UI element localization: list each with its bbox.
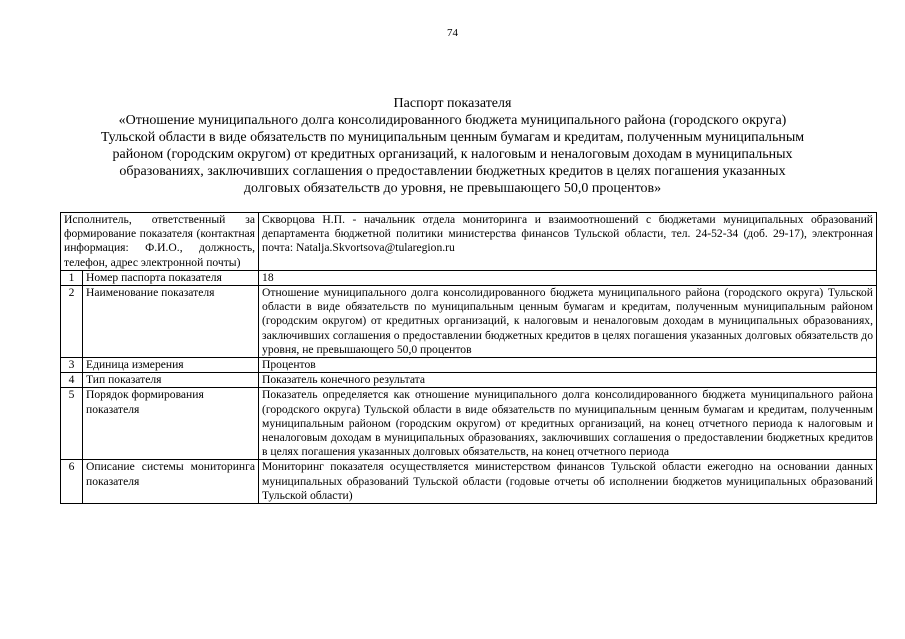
table-row [61, 286, 877, 358]
passport-heading [60, 95, 845, 197]
row-label: Описание системы мониторинга показателя [83, 460, 259, 504]
row-value: Показатель определяется как отношение муниципального долга консолидированного бюджета муниципального района (городского округа) Тульской области в виде обязательств по муниципальным ценным бумагам и кредитам, полученным муниципальным районом (городским округом) от кредитных организаций, на конец отчетного периода к налоговым и неналоговым доходам в муниципальных образованиях, заключивших соглашения о предоставлении бюджетных кредитов в целях погашения указанных долговых обязательств, на конец отчетного периода [259, 388, 877, 460]
row-label: Наименование показателя [83, 286, 259, 358]
row-value: Показатель конечного результата [259, 373, 877, 388]
passport-title: Паспорт показателя [393, 96, 512, 111]
row-number: 4 [61, 373, 83, 388]
row-value: Отношение муниципального долга консолидированного бюджета муниципального района (городского округа) Тульской области в виде обязательств по муниципальным ценным бумагам и кредитам, полученным муниципальным районом (городским округом) от кредитных организаций, к налоговым и неналоговым доходам в муниципальных образованиях, заключивших соглашения о предоставлении бюджетных кредитов в целях погашения указанных долговых обязательств до уровня, не превышающего 50,0 процентов [259, 286, 877, 358]
row-number: 1 [61, 270, 83, 285]
row-label: Порядок формирования показателя [83, 388, 259, 460]
heading-line: долговых обязательств до уровня, не превышающего 50,0 процентов» [243, 181, 662, 196]
heading-line: «Отношение муниципального долга консолидированного бюджета муниципального района (городского округа) [118, 113, 787, 128]
passport-table [60, 212, 877, 504]
table-row [61, 460, 877, 504]
executor-label: Исполнитель, ответственный за формирование показателя (контактная информация: Ф.И.О., должность, телефон, адрес электронной почты) [61, 213, 259, 271]
table-row [61, 388, 877, 460]
executor-value: Скворцова Н.П. - начальник отдела мониторинга и взаимоотношений с бюджетами муниципальных образований департамента бюджетной политики министерства финансов Тульской области, тел. 24-52-34 (доб. 29-17), электронная почта: Natalja.Skvortsova@tularegion.ru [259, 213, 877, 271]
row-number: 6 [61, 460, 83, 504]
row-value: Мониторинг показателя осуществляется министерством финансов Тульской области ежегодно на основании данных муниципальных образований Тульской области (годовые отчеты об исполнении бюджетов муниципальных образований Тульской области) [259, 460, 877, 504]
row-label: Единица измерения [83, 358, 259, 373]
row-number: 3 [61, 358, 83, 373]
row-value: 18 [259, 270, 877, 285]
table-row-executor [61, 213, 877, 271]
heading-line: образованиях, заключивших соглашения о предоставлении бюджетных кредитов в целях погашения указанных [119, 164, 786, 179]
table-row [61, 270, 877, 285]
heading-line: Тульской области в виде обязательств по муниципальным ценным бумагам и кредитам, полученным муниципальным [100, 130, 805, 145]
row-label: Номер паспорта показателя [83, 270, 259, 285]
row-number: 2 [61, 286, 83, 358]
table-row [61, 373, 877, 388]
row-label: Тип показателя [83, 373, 259, 388]
page-number: 74 [447, 27, 458, 39]
heading-line: районом (городским округом) от кредитных организаций, к налоговым и неналоговым доходам в муниципальных [112, 147, 793, 162]
row-number: 5 [61, 388, 83, 460]
row-value: Процентов [259, 358, 877, 373]
table-row [61, 358, 877, 373]
